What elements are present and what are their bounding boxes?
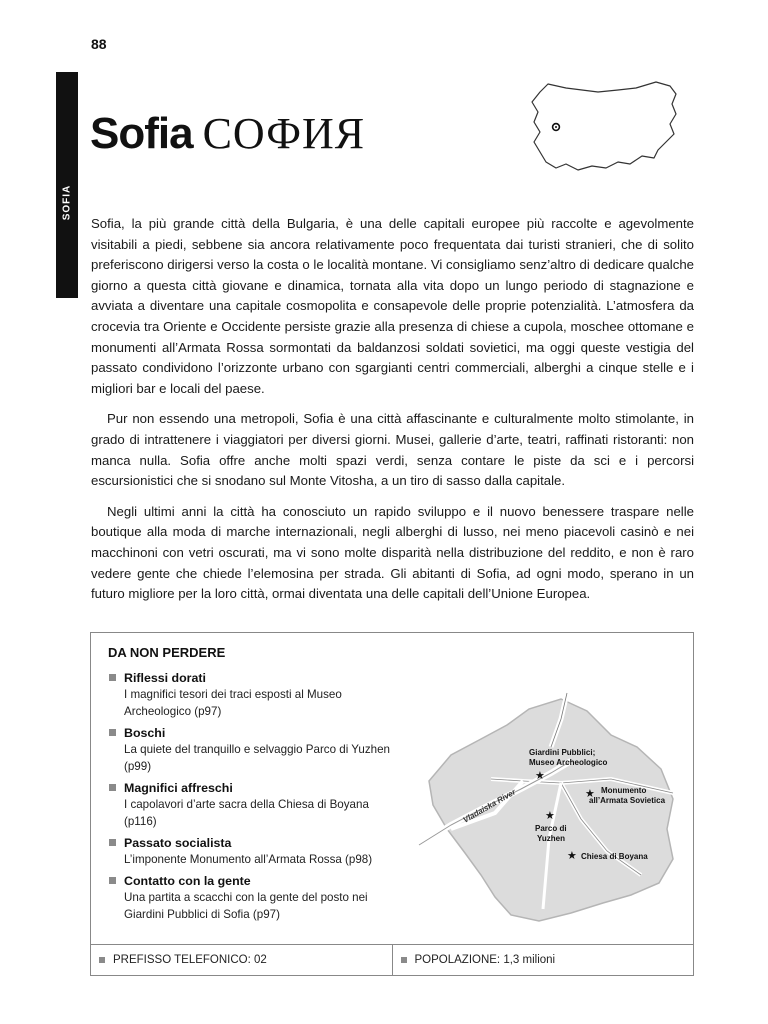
- item-desc: I capolavori d’arte sacra della Chiesa di Boyana (p116): [124, 798, 369, 828]
- square-bullet-icon: [109, 877, 116, 884]
- square-bullet-icon: [99, 957, 105, 963]
- map-label-monument: Monumento: [601, 786, 647, 795]
- square-bullet-icon: [109, 784, 116, 791]
- star-icon: ★: [567, 849, 577, 862]
- map-label-park: Parco di: [535, 824, 567, 833]
- facts-footer: [91, 944, 693, 975]
- river-label: Vladaiska River: [461, 787, 518, 825]
- item-title: Contatto con la gente: [124, 874, 251, 888]
- title-latin: Sofia: [90, 109, 193, 158]
- list-item: [108, 670, 398, 720]
- phone-prefix: PREFISSO TELEFONICO: 02: [113, 954, 267, 966]
- map-label-gardens: Giardini Pubblici;: [529, 748, 596, 757]
- population: POPOLAZIONE: 1,3 milioni: [414, 954, 556, 966]
- star-icon: ★: [545, 809, 555, 822]
- item-desc: La quiete del tranquillo e selvaggio Parco di Yuzhen (p99): [124, 743, 390, 773]
- map-label-museum: Museo Archeologico: [529, 758, 608, 767]
- paragraph: Negli ultimi anni la città ha conosciuto un rapido sviluppo e il nuovo benessere traspare nelle boutique alla moda di marche internazionali, negli alberghi di lusso, nei meno piacevoli casinò e nei macchinoni con vetri oscurati, ma vi sono molte disparità nella distribuzione del reddito, e non è raro vedere gente che chiede l’elemosina per strada. Gli abitanti di Sofia, ad ogni modo, sperano in un futuro migliore per la loro città, ormai diventata una delle capitali dell’Unione Europea.: [91, 503, 694, 602]
- square-bullet-icon: [109, 729, 116, 736]
- list-item: [108, 835, 398, 868]
- paragraph: Sofia, la più grande città della Bulgaria, è una delle capitali europee più raccolte e agevolmente visitabili a piedi, sebbene sia ancora relativamente poco frequentata dai turisti stranieri, che di solito preferiscono dirigersi verso la costa o le località montane. Vi consigliamo senz’altro di dedicare qualche giorno a questa città giovane e dinamica, tornata alla vita dopo un lungo periodo di stagnazione e avviata a diventare una capitale cosmopolita e consapevole delle proprie potenzialità. L’atmosfera da crocevia tra Oriente e Occidente persiste grazie alla presenza di chiese a cupola, moschee ottomane e monumenti all’Armata Rossa sormontati da baldanzosi soldati sovietici, ma oggi queste vestigia del passato condividono l’orizzonte urbano con sgargianti centri commerciali, alberghi a cinque stelle e i migliori bar e locali del paese.: [91, 216, 694, 396]
- item-title: Magnifici affreschi: [124, 781, 233, 795]
- map-label-church: Chiesa di Boyana: [581, 852, 648, 861]
- sofia-city-map: [411, 669, 681, 939]
- title-cyrillic: СОФИЯ: [202, 109, 366, 158]
- page-number: 88: [91, 36, 107, 52]
- highlights-list: [108, 670, 398, 928]
- star-icon: ★: [535, 769, 545, 782]
- highlights-box: [90, 632, 694, 976]
- bulgaria-locator-map: [526, 78, 686, 178]
- side-tab: [56, 72, 78, 298]
- side-tab-label: SOFIA: [61, 184, 73, 220]
- square-bullet-icon: [109, 839, 116, 846]
- list-item: [108, 873, 398, 923]
- square-bullet-icon: [401, 957, 407, 963]
- star-icon: ★: [585, 787, 595, 800]
- highlights-heading: DA NON PERDERE: [108, 645, 226, 660]
- list-item: [108, 725, 398, 775]
- intro-text: [91, 214, 694, 615]
- item-title: Riflessi dorati: [124, 671, 206, 685]
- list-item: [108, 780, 398, 830]
- page-title: [90, 108, 365, 159]
- phone-prefix-cell: [91, 945, 392, 975]
- item-desc: I magnifici tesori dei traci esposti al Museo Archeologico (p97): [124, 688, 342, 718]
- square-bullet-icon: [109, 674, 116, 681]
- map-label-park-2: Yuzhen: [537, 834, 566, 843]
- paragraph: Pur non essendo una metropoli, Sofia è una città affascinante e culturalmente molto stimolante, in grado di intrattenere i viaggiatori per diversi giorni. Musei, gallerie d’arte, teatri, raffinati ristoranti: non manca nulla. Sofia offre anche molti spazi verdi, senza contare le piste da sci e i percorsi escursionistici che si snodano sul Monte Vitosha, a un tiro di sasso dalla capitale.: [91, 411, 694, 489]
- item-desc: Una partita a scacchi con la gente del posto nei Giardini Pubblici di Sofia (p97): [124, 891, 368, 921]
- item-desc: L’imponente Monumento all’Armata Rossa (p98): [124, 853, 373, 866]
- item-title: Boschi: [124, 726, 166, 740]
- item-title: Passato socialista: [124, 836, 232, 850]
- population-cell: [392, 945, 694, 975]
- map-label-monument-2: all’Armata Sovietica: [589, 796, 666, 805]
